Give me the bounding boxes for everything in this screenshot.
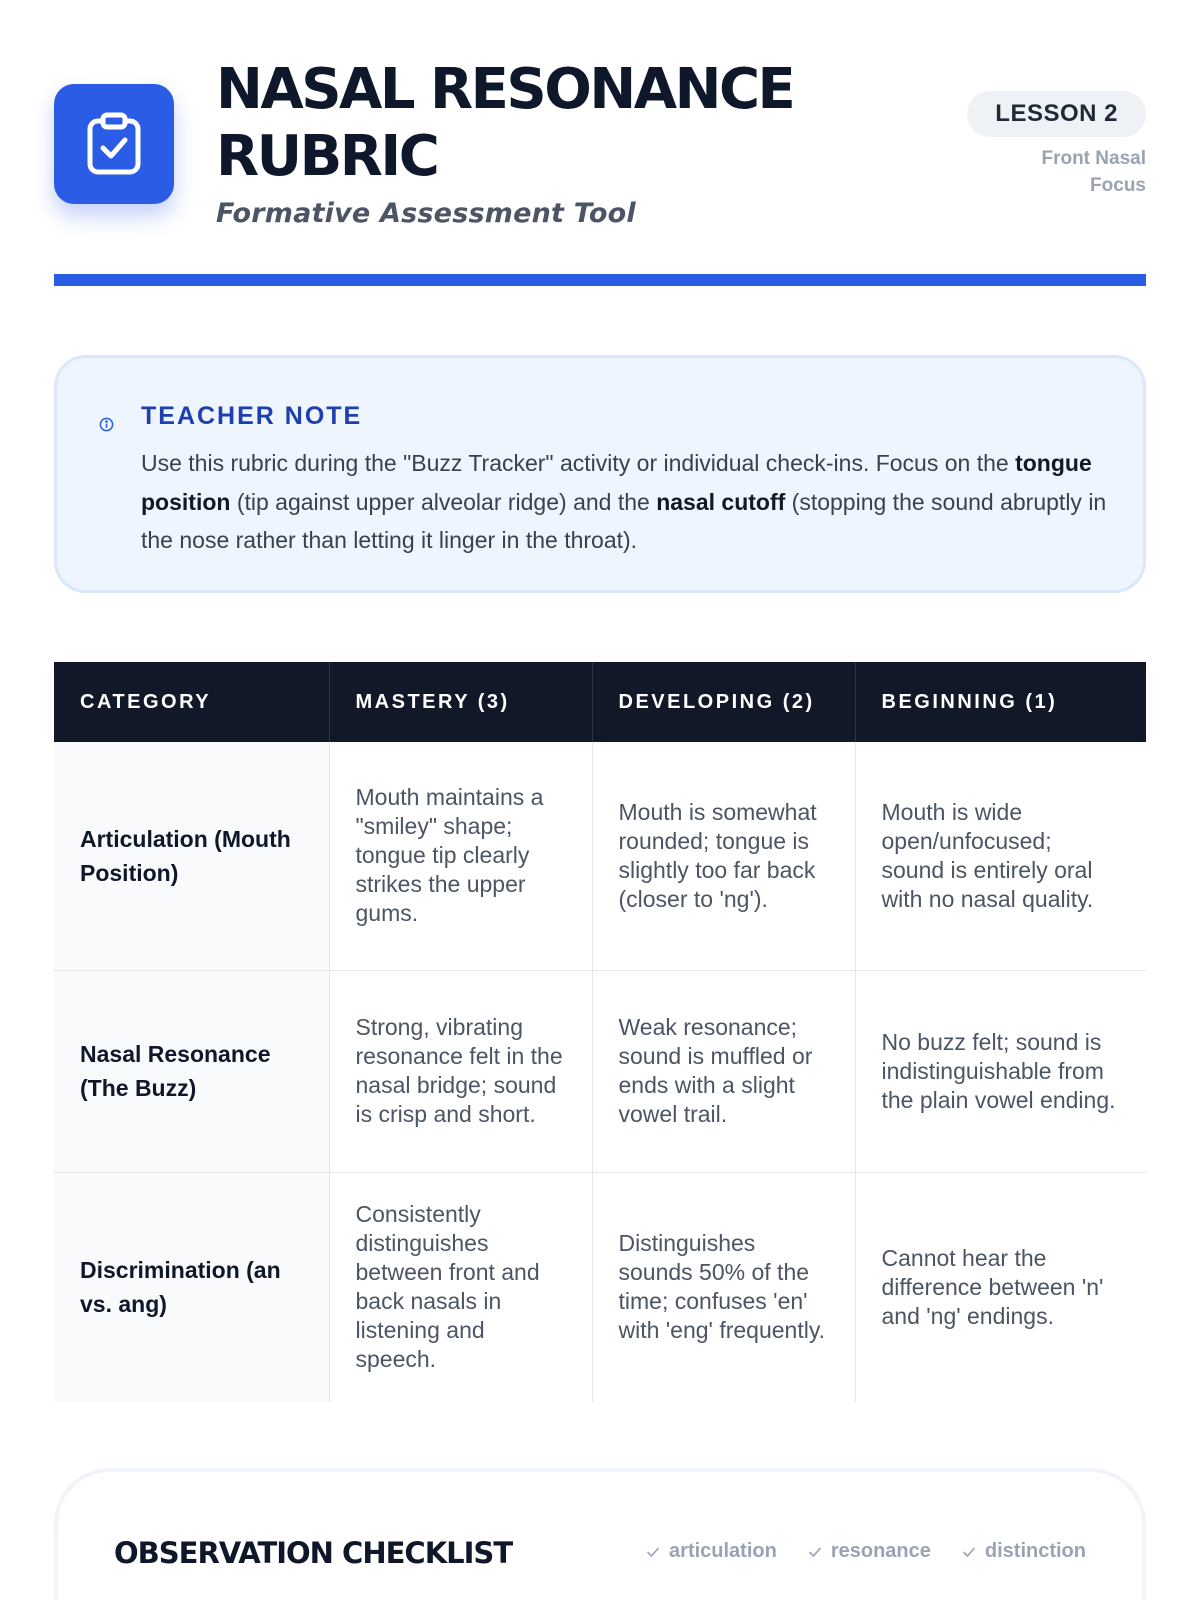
note-text-3: (stopping the sound abruptly in the nose rather than letting it linger in the throat). — [141, 488, 1107, 553]
table-row — [54, 970, 1146, 1172]
tag-label: distinction — [984, 1540, 1086, 1562]
developing-cell: Distinguishes sounds 50% of the time; confuses 'en' with 'eng' frequently. — [592, 1172, 855, 1402]
tag-articulation — [645, 1540, 777, 1563]
note-bold-nasal-cutoff: nasal cutoff — [656, 488, 786, 515]
page-title — [216, 56, 916, 190]
teacher-note-title: TEACHER NOTE — [141, 402, 363, 430]
tag-label: resonance — [830, 1540, 931, 1562]
lesson-focus — [967, 145, 1146, 199]
page-title-line-2: RUBRIC — [216, 124, 438, 189]
beginning-cell: No buzz felt; sound is indistinguishable from the plain vowel ending. — [855, 970, 1146, 1172]
table-row — [54, 1172, 1146, 1402]
category-cell: Articulation (Mouth Position) — [54, 742, 329, 970]
page-subtitle: Formative Assessment Tool — [216, 198, 636, 229]
header-developing: DEVELOPING (2) — [592, 662, 855, 742]
table-row — [54, 742, 1146, 970]
beginning-cell: Mouth is wide open/unfocused; sound is entirely oral with no nasal quality. — [855, 742, 1146, 970]
developing-cell: Mouth is somewhat rounded; tongue is slightly too far back (closer to 'ng'). — [592, 742, 855, 970]
header-category: CATEGORY — [54, 662, 329, 742]
check-icon — [807, 1544, 823, 1560]
checklist-title: OBSERVATION CHECKLIST — [114, 1536, 513, 1570]
lesson-info — [967, 91, 1146, 199]
category-cell: Discrimination (an vs. ang) — [54, 1172, 329, 1402]
beginning-cell: Cannot hear the difference between 'n' and 'ng' endings. — [881, 1244, 1104, 1329]
page-header — [54, 56, 1146, 236]
lesson-badge: LESSON 2 — [967, 91, 1146, 137]
teacher-note-text — [141, 444, 1111, 560]
check-icon — [645, 1544, 661, 1560]
lesson-focus-line-2: Focus — [1090, 175, 1146, 196]
tag-resonance — [807, 1540, 931, 1563]
rubric-header-row — [54, 662, 1146, 742]
info-icon — [99, 417, 114, 432]
note-text-1: Use this rubric during the "Buzz Tracker" activity or individual check-ins. Focus on the — [141, 450, 1016, 476]
note-text-2: (tip against upper alveolar ridge) and the — [230, 488, 657, 515]
observation-checklist — [54, 1468, 1146, 1600]
check-icon — [961, 1544, 977, 1560]
developing-cell: Weak resonance; sound is muffled or ends with a slight vowel trail. — [592, 970, 855, 1172]
header-divider — [54, 274, 1146, 286]
lesson-focus-line-1: Front Nasal — [1041, 148, 1146, 169]
page-title-line-1: NASAL RESONANCE — [216, 57, 794, 122]
title-block — [216, 56, 916, 229]
tag-distinction — [961, 1540, 1086, 1563]
logo-tile — [54, 84, 174, 204]
header-mastery: MASTERY (3) — [329, 662, 592, 742]
tag-label: articulation — [669, 1540, 777, 1562]
teacher-note — [54, 355, 1146, 593]
mastery-cell: Mouth maintains a "smiley" shape; tongue tip clearly strikes the upper gums. — [329, 742, 592, 970]
rubric-table — [54, 662, 1146, 1402]
checklist-tags — [645, 1540, 1086, 1563]
category-cell: Nasal Resonance (The Buzz) — [54, 970, 329, 1172]
note-bold-tongue-position: tongue position — [141, 450, 1092, 515]
mastery-cell: Consistently distinguishes between front and back nasals in listening and speech. — [329, 1172, 592, 1402]
mastery-cell: Strong, vibrating resonance felt in the nasal bridge; sound is crisp and short. — [329, 970, 592, 1172]
clipboard-check-icon — [86, 112, 142, 176]
header-beginning: BEGINNING (1) — [855, 662, 1146, 742]
